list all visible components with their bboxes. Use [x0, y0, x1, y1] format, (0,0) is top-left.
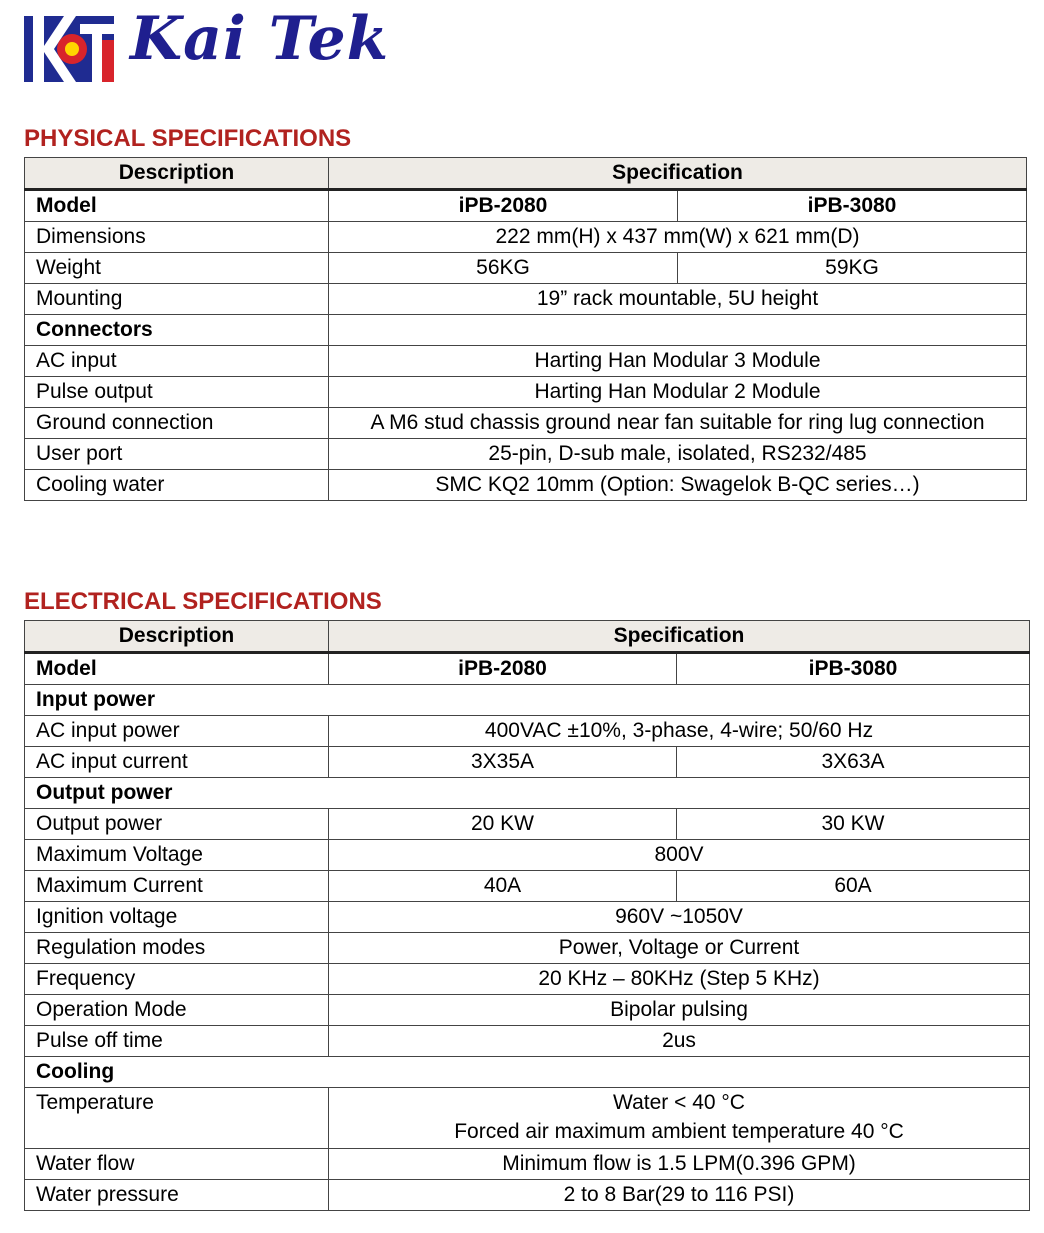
section-label: Output power	[25, 778, 1030, 809]
section-label: Cooling	[25, 1057, 1030, 1088]
row-label: Water flow	[25, 1149, 329, 1180]
row-value	[329, 1088, 1030, 1149]
row-label: Regulation modes	[25, 933, 329, 964]
row-label: Ground connection	[25, 408, 329, 439]
table-row	[25, 1026, 1030, 1057]
row-value: 19” rack mountable, 5U height	[329, 284, 1027, 315]
model-b: iPB-3080	[678, 190, 1027, 222]
table-row	[25, 470, 1027, 501]
row-label: Output power	[25, 809, 329, 840]
row-value: 800V	[329, 840, 1030, 871]
header-description: Description	[25, 158, 329, 190]
table-row	[25, 685, 1030, 716]
electrical-spec-table	[24, 620, 1030, 1211]
row-value: 222 mm(H) x 437 mm(W) x 621 mm(D)	[329, 222, 1027, 253]
model-a: iPB-2080	[329, 653, 677, 685]
header-specification: Specification	[329, 158, 1027, 190]
row-value: Power, Voltage or Current	[329, 933, 1030, 964]
table-row	[25, 809, 1030, 840]
row-label: AC input current	[25, 747, 329, 778]
row-label: Pulse output	[25, 377, 329, 408]
temperature-line-2: Forced air maximum ambient temperature 40 °C	[454, 1120, 904, 1143]
table-row	[25, 747, 1030, 778]
model-a: iPB-2080	[329, 190, 678, 222]
electrical-section-title: ELECTRICAL SPECIFICATIONS	[24, 588, 382, 615]
row-value-b: 60A	[677, 871, 1030, 902]
table-row	[25, 346, 1027, 377]
table-row	[25, 653, 1030, 685]
row-label: Cooling water	[25, 470, 329, 501]
table-header-row	[25, 158, 1027, 190]
row-value	[329, 315, 1027, 346]
row-value: Harting Han Modular 3 Module	[329, 346, 1027, 377]
table-header-row	[25, 621, 1030, 653]
row-label: Pulse off time	[25, 1026, 329, 1057]
row-value: Bipolar pulsing	[329, 995, 1030, 1026]
model-b: iPB-3080	[677, 653, 1030, 685]
row-label: Frequency	[25, 964, 329, 995]
table-row	[25, 222, 1027, 253]
row-value: 400VAC ±10%, 3-phase, 4-wire; 50/60 Hz	[329, 716, 1030, 747]
table-row	[25, 408, 1027, 439]
row-label: AC input	[25, 346, 329, 377]
row-value-b: 59KG	[678, 253, 1027, 284]
row-value-a: 20 KW	[329, 809, 677, 840]
header-specification: Specification	[329, 621, 1030, 653]
table-row	[25, 1057, 1030, 1088]
row-value: 2 to 8 Bar(29 to 116 PSI)	[329, 1180, 1030, 1211]
section-label: Input power	[25, 685, 1030, 716]
table-row	[25, 377, 1027, 408]
kct-logo-mark	[24, 16, 114, 82]
row-label: Model	[25, 190, 329, 222]
row-label: Temperature	[25, 1088, 329, 1149]
row-label: Water pressure	[25, 1180, 329, 1211]
temperature-line-1: Water < 40 °C	[613, 1091, 745, 1114]
row-label: AC input power	[25, 716, 329, 747]
row-label: Ignition voltage	[25, 902, 329, 933]
row-value: 25-pin, D-sub male, isolated, RS232/485	[329, 439, 1027, 470]
row-value-b: 30 KW	[677, 809, 1030, 840]
row-value: SMC KQ2 10mm (Option: Swagelok B-QC series…)	[329, 470, 1027, 501]
physical-spec-table	[24, 157, 1027, 501]
table-row	[25, 964, 1030, 995]
table-row	[25, 284, 1027, 315]
row-label: User port	[25, 439, 329, 470]
row-value: 960V ~1050V	[329, 902, 1030, 933]
row-value: 20 KHz – 80KHz (Step 5 KHz)	[329, 964, 1030, 995]
header-description: Description	[25, 621, 329, 653]
row-label: Operation Mode	[25, 995, 329, 1026]
section-label: Connectors	[25, 315, 329, 346]
row-label: Maximum Current	[25, 871, 329, 902]
row-value: Harting Han Modular 2 Module	[329, 377, 1027, 408]
physical-section-title: PHYSICAL SPECIFICATIONS	[24, 125, 352, 152]
row-label: Maximum Voltage	[25, 840, 329, 871]
row-value: 2us	[329, 1026, 1030, 1057]
row-label: Dimensions	[25, 222, 329, 253]
row-value-b: 3X63A	[677, 747, 1030, 778]
row-value: A M6 stud chassis ground near fan suitable for ring lug connection	[329, 408, 1027, 439]
table-row	[25, 1180, 1030, 1211]
row-label: Model	[25, 653, 329, 685]
table-row	[25, 439, 1027, 470]
row-label: Mounting	[25, 284, 329, 315]
table-row	[25, 840, 1030, 871]
table-row	[25, 315, 1027, 346]
table-row	[25, 933, 1030, 964]
row-value: Minimum flow is 1.5 LPM(0.396 GPM)	[329, 1149, 1030, 1180]
table-row	[25, 716, 1030, 747]
table-row	[25, 778, 1030, 809]
kaitek-logo	[24, 16, 114, 82]
table-row	[25, 871, 1030, 902]
table-row	[25, 190, 1027, 222]
row-value-a: 56KG	[329, 253, 678, 284]
table-row	[25, 902, 1030, 933]
table-row	[25, 1088, 1030, 1149]
row-label: Weight	[25, 253, 329, 284]
row-value-a: 3X35A	[329, 747, 677, 778]
brand-name: Kai Tek	[130, 4, 390, 74]
row-value-a: 40A	[329, 871, 677, 902]
table-row	[25, 253, 1027, 284]
table-row	[25, 995, 1030, 1026]
table-row	[25, 1149, 1030, 1180]
